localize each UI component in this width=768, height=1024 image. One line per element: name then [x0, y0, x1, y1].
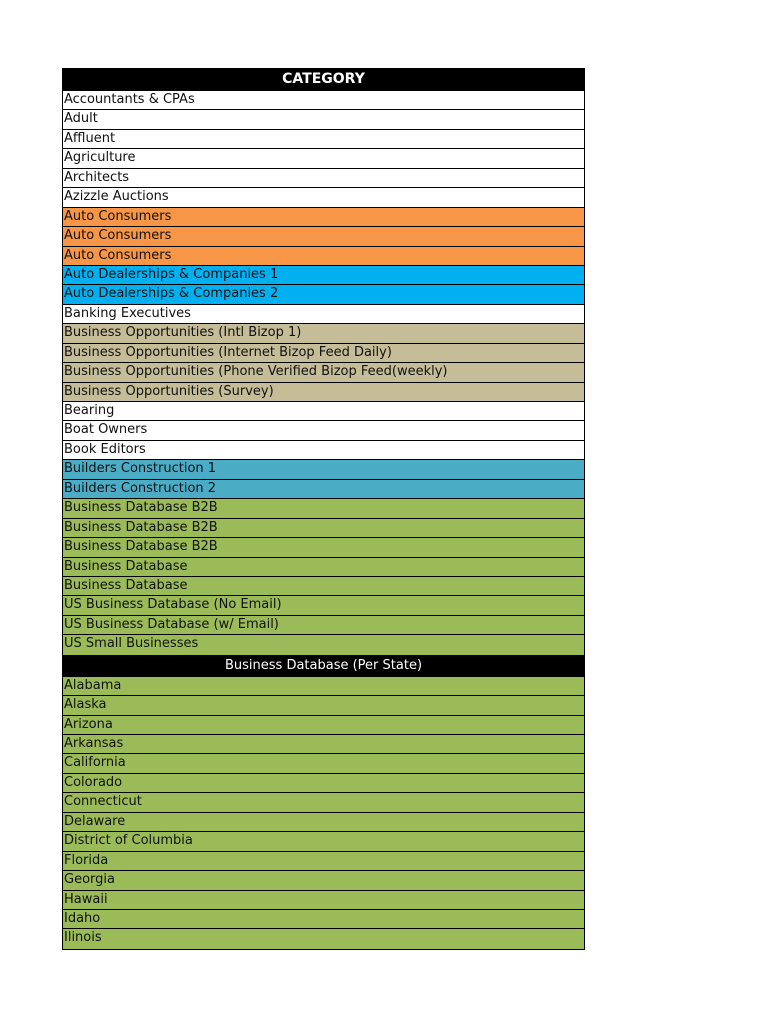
- state-row[interactable]: Alaska: [63, 696, 584, 715]
- category-row[interactable]: Business Database B2B: [63, 499, 584, 518]
- category-row[interactable]: Banking Executives: [63, 305, 584, 324]
- category-row[interactable]: Azizzle Auctions: [63, 188, 584, 207]
- category-row[interactable]: Auto Dealerships & Companies 2: [63, 285, 584, 304]
- category-row[interactable]: Business Database B2B: [63, 538, 584, 557]
- category-row[interactable]: Auto Consumers: [63, 208, 584, 227]
- state-row[interactable]: Colorado: [63, 774, 584, 793]
- category-row[interactable]: Affluent: [63, 130, 584, 149]
- state-row[interactable]: Georgia: [63, 871, 584, 890]
- state-row[interactable]: Arizona: [63, 716, 584, 735]
- state-list: [63, 677, 584, 949]
- category-row[interactable]: US Business Database (No Email): [63, 596, 584, 615]
- category-row[interactable]: US Small Businesses: [63, 635, 584, 654]
- category-row[interactable]: Business Database B2B: [63, 519, 584, 538]
- state-row[interactable]: Florida: [63, 852, 584, 871]
- state-row[interactable]: Idaho: [63, 910, 584, 929]
- section-header-per-state[interactable]: Business Database (Per State): [63, 655, 584, 677]
- category-row[interactable]: Business Database: [63, 577, 584, 596]
- table-header[interactable]: CATEGORY: [63, 69, 584, 91]
- category-row[interactable]: Bearing: [63, 402, 584, 421]
- state-row[interactable]: Hawaii: [63, 891, 584, 910]
- state-row[interactable]: Ilinois: [63, 929, 584, 948]
- category-row[interactable]: Business Database: [63, 558, 584, 577]
- state-row[interactable]: Connecticut: [63, 793, 584, 812]
- category-row[interactable]: Architects: [63, 169, 584, 188]
- category-row[interactable]: Builders Construction 2: [63, 480, 584, 499]
- category-row[interactable]: Auto Consumers: [63, 227, 584, 246]
- category-table: [62, 68, 585, 950]
- state-row[interactable]: Delaware: [63, 813, 584, 832]
- category-row[interactable]: Business Opportunities (Intl Bizop 1): [63, 324, 584, 343]
- category-row[interactable]: Auto Consumers: [63, 247, 584, 266]
- category-row[interactable]: Adult: [63, 110, 584, 129]
- category-row[interactable]: Book Editors: [63, 441, 584, 460]
- category-row[interactable]: Business Opportunities (Survey): [63, 383, 584, 402]
- category-row[interactable]: Accountants & CPAs: [63, 91, 584, 110]
- category-row[interactable]: Boat Owners: [63, 421, 584, 440]
- state-row[interactable]: California: [63, 754, 584, 773]
- category-row[interactable]: Business Opportunities (Internet Bizop Feed Daily): [63, 344, 584, 363]
- category-list: [63, 91, 584, 655]
- category-row[interactable]: Business Opportunities (Phone Verified Bizop Feed(weekly): [63, 363, 584, 382]
- category-row[interactable]: US Business Database (w/ Email): [63, 616, 584, 635]
- category-row[interactable]: Agriculture: [63, 149, 584, 168]
- category-row[interactable]: Auto Dealerships & Companies 1: [63, 266, 584, 285]
- state-row[interactable]: District of Columbia: [63, 832, 584, 851]
- category-row[interactable]: Builders Construction 1: [63, 460, 584, 479]
- state-row[interactable]: Alabama: [63, 677, 584, 696]
- state-row[interactable]: Arkansas: [63, 735, 584, 754]
